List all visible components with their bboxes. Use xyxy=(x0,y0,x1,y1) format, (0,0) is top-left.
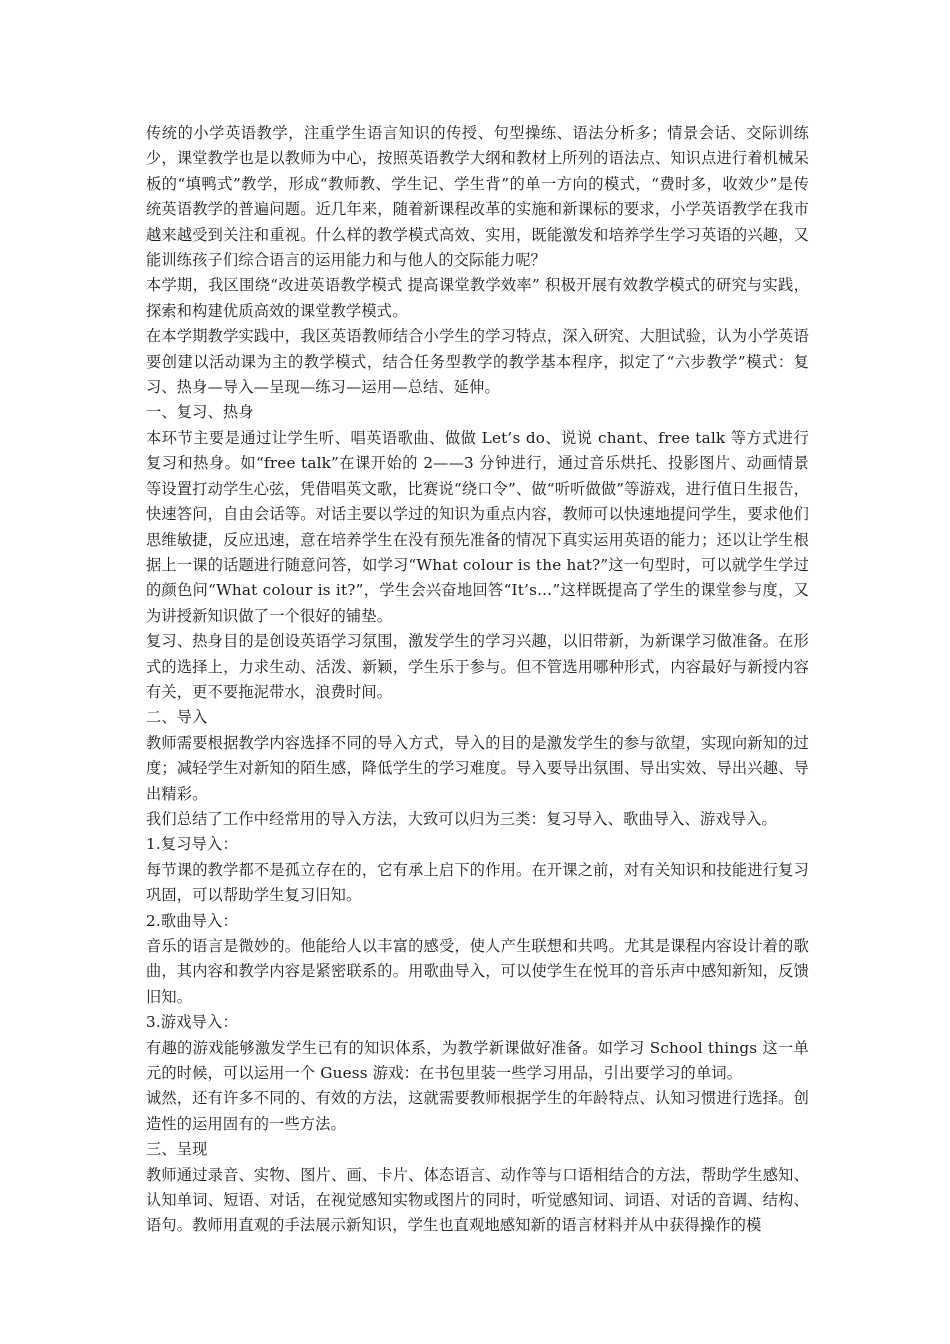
subheading-review-lead-in: 1.复习导入： xyxy=(146,835,238,854)
subheading-song-lead-in: 2.歌曲导入： xyxy=(146,911,238,930)
lead-in-methods-paragraph: 我们总结了工作中经常用的导入方法，大致可以归为三类：复习导入、歌曲导入、游戏导入。 xyxy=(146,809,777,828)
presentation-paragraph: 教师通过录音、实物、图片、画、卡片、体态语言、动作等与口语相结合的方法，帮助学生感知、认知单词、短语、对话，在视觉感知实物或图片的同时，听觉感知词、词语、对话的音调、结构、语句。教师用直观的手法展示新知识，学生也直观地感知新的语言材料并从中获得操作的模 xyxy=(146,1165,809,1235)
intro-paragraph: 传统的小学英语教学，注重学生语言知识的传授、句型操练、语法分析多；情景会话、交际训练少，课堂教学也是以教师为中心，按照英语教学大纲和教材上所列的语法点、知识点进行着机械呆板的“填鸭式”教学，形成“教师教、学生记、学生背”的单一方向的模式，“费时多，收效少”是传统英语教学的普遍问题。近几年来，随着新课程改革的实施和新课标的要求，小学英语教学在我市越来越受到关注和重视。什么样的教学模式高效、实用，既能激发和培养学生学习英语的兴趣，又能训练孩子们综合语言的运用能力和与他人的交际能力呢？ xyxy=(146,124,809,270)
section-heading-lead-in: 二、导入 xyxy=(146,708,208,727)
model-paragraph: 在本学期教学实践中，我区英语教师结合小学生的学习特点，深入研究、大胆试验，认为小学英语要创建以活动课为主的教学模式，结合任务型教学的教学基本程序，拟定了“六步教学”模式：复习、热身—导入—呈现—练习—运用—总结、延伸。 xyxy=(146,327,809,397)
game-lead-in-paragraph: 有趣的游戏能够激发学生已有的知识体系，为教学新课做好准备。如学习 School things 这一单元的时候，可以运用一个 Guess 游戏：在书包里装一些学习用品，引出要学习的单词。 xyxy=(146,1038,809,1083)
review-paragraph: 本环节主要是通过让学生听、唱英语歌曲、做做 Let’s do、说说 chant、free talk 等方式进行复习和热身。如“free talk”在课开始的 2——3 分钟进行，通过音乐烘托、投影图片、动画情景等设置打动学生心弦，凭借唱英文歌，比赛说“绕口令”、做“听听做做”等游戏，进行值日生报告，快速答问，自由会话等。对话主要以学过的知识为重点内容，教师可以快速地提问学生，要求他们思维敏捷，反应迅速，意在培养学生在没有预先准备的情况下真实运用英语的能力；还以让学生根据上一课的话题进行随意问答，如学习“What colour is the hat?”这一句型时，可以就学生学过的颜色问“What colour is it?”，学生会兴奋地回答“It’s…”这样既提高了学生的课堂参与度，又为讲授新知识做了一个很好的铺垫。 xyxy=(146,428,809,625)
semester-paragraph: 本学期，我区围绕“改进英语教学模式 提高课堂教学效率” 积极开展有效教学模式的研究与实践，探索和构建优质高效的课堂教学模式。 xyxy=(146,276,809,320)
song-lead-in-paragraph: 音乐的语言是微妙的。他能给人以丰富的感受，使人产生联想和共鸣。尤其是课程内容设计着的歌曲，其内容和教学内容是紧密联系的。用歌曲导入，可以使学生在悦耳的音乐声中感知新知，反馈旧知。 xyxy=(146,937,809,1006)
section-heading-presentation: 三、呈现 xyxy=(146,1140,208,1159)
subheading-game-lead-in: 3.游戏导入： xyxy=(146,1013,238,1032)
review-lead-in-paragraph: 每节课的教学都不是孤立存在的，它有承上启下的作用。在开课之前，对有关知识和技能进行复习巩固，可以帮助学生复习旧知。 xyxy=(146,860,809,905)
review-purpose-paragraph: 复习、热身目的是创设英语学习氛围，激发学生的学习兴趣，以旧带新，为新课学习做准备。在形式的选择上，力求生动、活泼、新颖，学生乐于参与。但不管选用哪种形式，内容最好与新授内容有关，更不要拖泥带水，浪费时间。 xyxy=(146,632,809,701)
lead-in-paragraph: 教师需要根据教学内容选择不同的导入方式，导入的目的是激发学生的参与欲望，实现向新知的过度；减轻学生对新知的陌生感，降低学生的学习难度。导入要导出氛围、导出实效、导出兴趣、导出精彩。 xyxy=(146,733,809,803)
section-heading-review: 一、复习、热身 xyxy=(146,403,254,422)
document-body xyxy=(146,121,809,1239)
other-methods-paragraph: 诚然，还有许多不同的、有效的方法，这就需要教师根据学生的年龄特点、认知习惯进行选择。创造性的运用固有的一些方法。 xyxy=(146,1089,809,1133)
